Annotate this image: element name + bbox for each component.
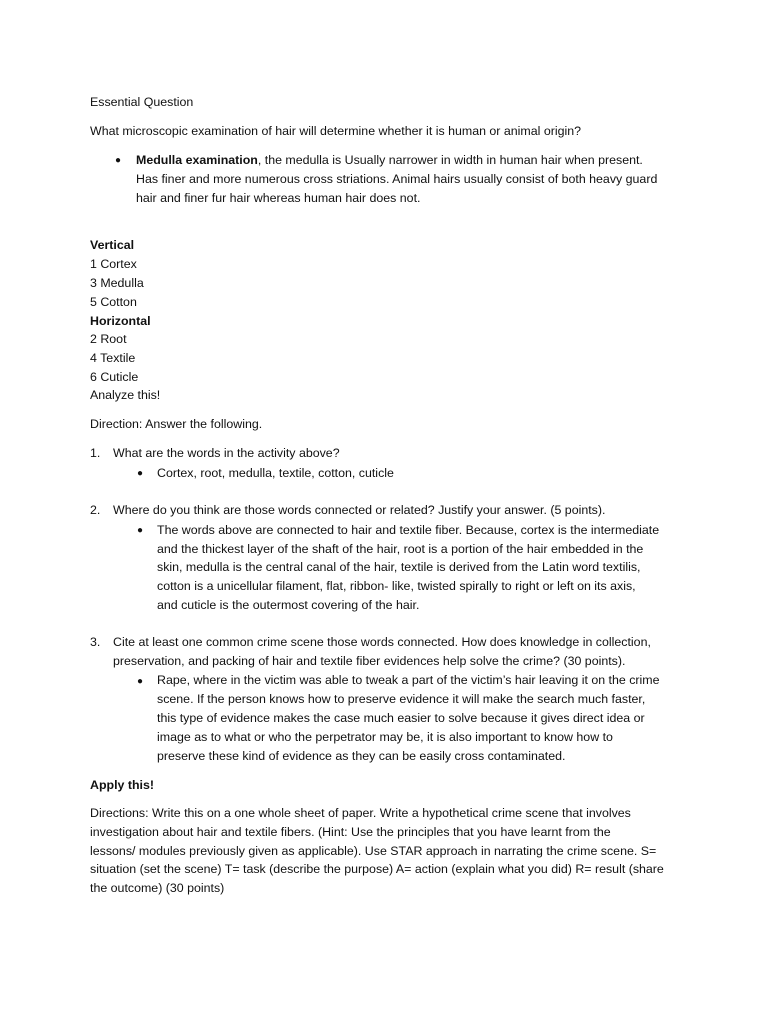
apply-directions-line: Directions: Write this on a one whole sheet of paper. Write a hypothetical crime scene that involves — [90, 806, 631, 820]
answer-3-line: scene. If the person knows how to preserve evidence it will make the search much faster, — [157, 692, 646, 706]
essential-question-text: What microscopic examination of hair will determine whether it is human or animal origin? — [90, 124, 582, 138]
horizontal-item: 4 Textile — [90, 351, 136, 365]
vertical-item: 5 Cotton — [90, 295, 137, 309]
horizontal-item: 2 Root — [90, 332, 127, 346]
direction-label: Direction: Answer the following. — [90, 417, 263, 431]
vertical-item: 1 Cortex — [90, 257, 137, 271]
apply-directions-line: lessons/ modules previously given as applicable). Use STAR approach in narrating the crime scene. S= — [90, 844, 657, 858]
analyze-label: Analyze this! — [90, 388, 161, 402]
apply-directions-line: investigation about hair and textile fibers. (Hint: Use the principles that you have learnt from the — [90, 825, 611, 839]
medulla-text-1: , the medulla is Usually narrower in width in human hair when present. — [257, 153, 643, 167]
answer-3-line: preserve these kind of evidence as they can be easily cross contaminated. — [157, 749, 566, 763]
answer-2-line: and cuticle is the outermost covering of the hair. — [157, 598, 420, 612]
bullet-icon: ● — [137, 676, 144, 687]
vertical-item: 3 Medulla — [90, 276, 144, 290]
question-number: 3. — [90, 635, 101, 649]
horizontal-item: 6 Cuticle — [90, 370, 139, 384]
apply-directions-line: the outcome) (30 points) — [90, 881, 225, 895]
answer-2-line: skin, medulla is the central canal of the hair, textile is derived from the Latin word textilis, — [157, 560, 641, 574]
question-2-text: Where do you think are those words connected or related? Justify your answer. (5 points). — [113, 503, 606, 517]
bullet-icon: ● — [137, 468, 144, 479]
question-number: 2. — [90, 503, 101, 517]
question-number: 1. — [90, 446, 101, 460]
answer-1-text: Cortex, root, medulla, textile, cotton, cuticle — [157, 466, 394, 480]
answer-3-line: Rape, where in the victim was able to tweak a part of the victim’s hair leaving it on the crime — [157, 673, 660, 687]
answer-3-line: this type of evidence makes the case much easier to solve because it gives direct idea or — [157, 711, 645, 725]
question-1-text: What are the words in the activity above? — [113, 446, 340, 460]
horizontal-label: Horizontal — [90, 314, 151, 328]
bullet-icon: ● — [137, 525, 144, 536]
question-3-line: Cite at least one common crime scene those words connected. How does knowledge in collection, — [113, 635, 651, 649]
apply-directions-line: situation (set the scene) T= task (describe the purpose) A= action (explain what you did) R= result (share — [90, 862, 664, 876]
medulla-line-3: hair and finer fur hair whereas human hair does not. — [136, 191, 421, 205]
medulla-line-1 — [136, 151, 728, 170]
answer-2-line: The words above are connected to hair and textile fiber. Because, cortex is the intermediate — [157, 523, 660, 537]
answer-2-line: and the thickest layer of the shaft of the hair, root is a portion of the hair embedded in the — [157, 542, 644, 556]
medulla-term: Medulla examination — [136, 153, 258, 167]
vertical-label: Vertical — [90, 238, 135, 252]
question-3-line: preservation, and packing of hair and textile fiber evidences help solve the crime? (30 points). — [113, 654, 626, 668]
bullet-icon: ● — [115, 155, 122, 166]
apply-heading: Apply this! — [90, 778, 155, 792]
answer-3-line: image as to what or who the perpetrator may be, it is also important to know how to — [157, 730, 613, 744]
medulla-line-2: Has finer and more numerous cross striations. Animal hairs usually consist of both heavy guard — [136, 172, 658, 186]
answer-2-line: cotton is a unicellular filament, flat, ribbon- like, twisted spirally to right or left on its axis, — [157, 579, 636, 593]
essential-question-heading: Essential Question — [90, 95, 194, 109]
